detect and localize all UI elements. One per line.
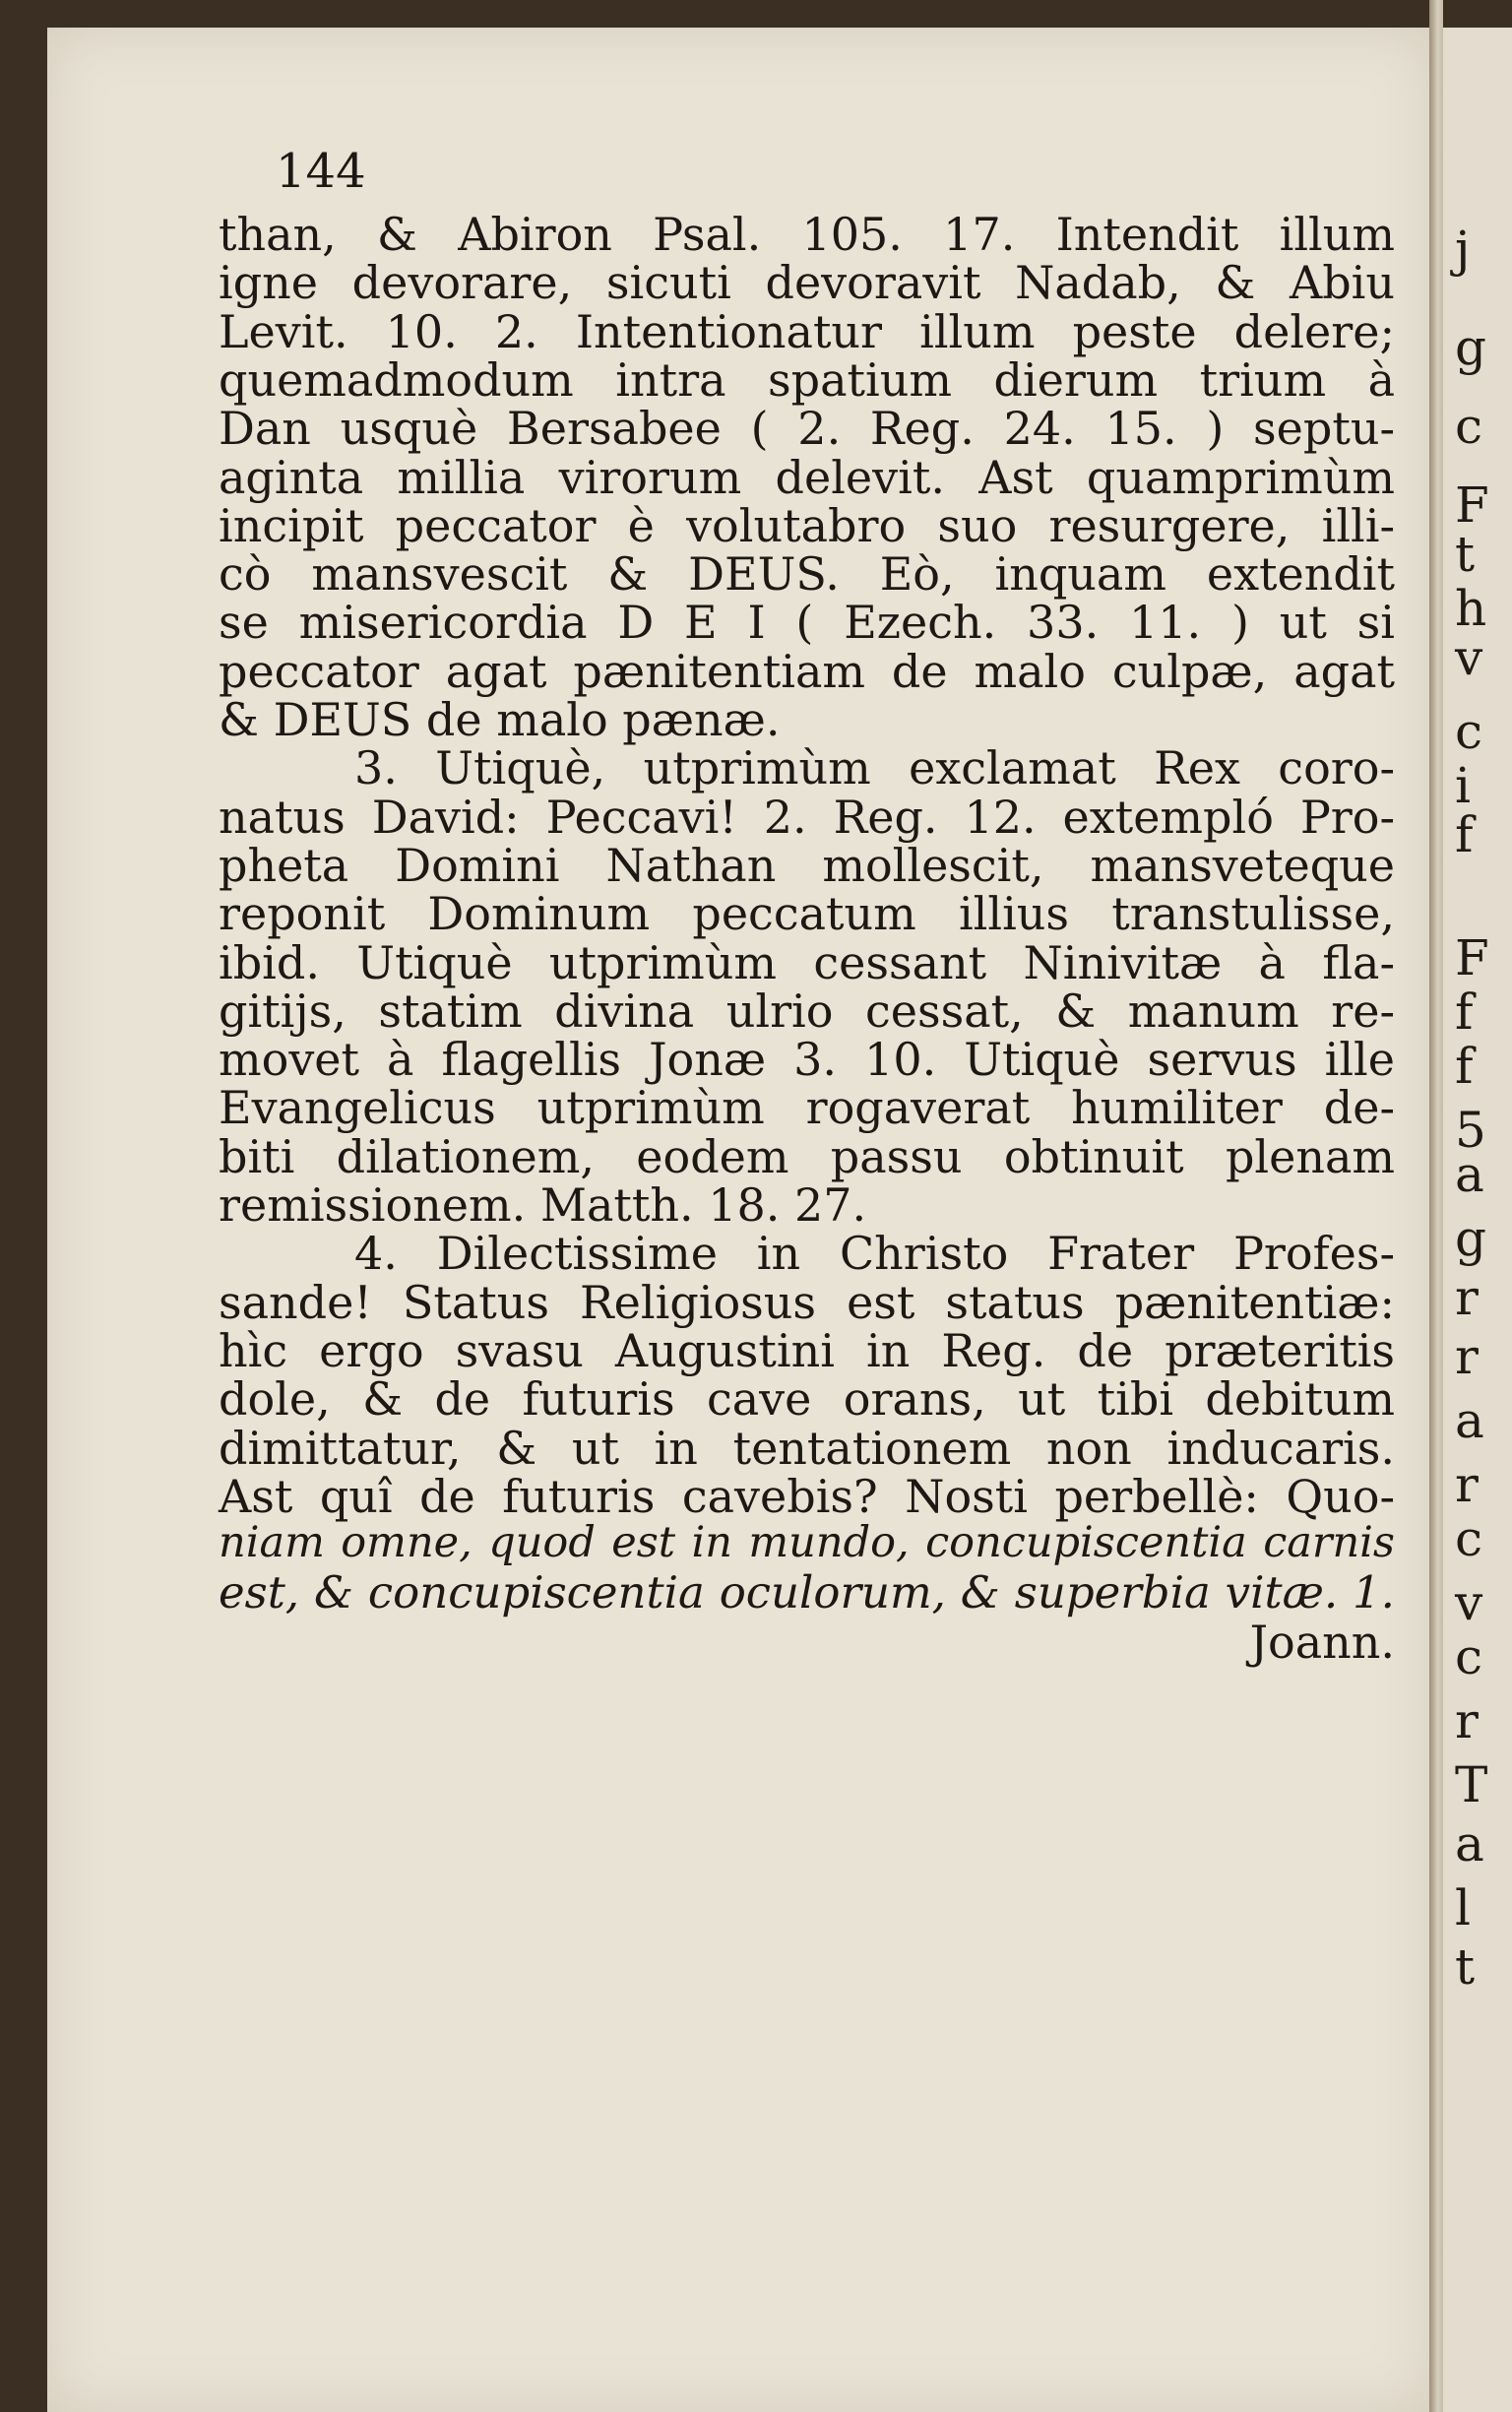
text-line: igne devorare, sicuti devoravit Nadab, & Abiu bbox=[219, 256, 1395, 309]
text-line: niam omne, quod est in mundo, concupiscentia carnis bbox=[219, 1518, 1395, 1567]
text-line: than, & Abiron Psal. 105. 17. Intendit illum bbox=[219, 208, 1395, 261]
text-line: remissionem. Matth. 18. 27. bbox=[219, 1178, 867, 1232]
text-line: 4. Dilectissime in Christo Frater Profes- bbox=[354, 1227, 1395, 1280]
text-line: aginta millia virorum delevit. Ast quamprimùm bbox=[219, 451, 1395, 504]
text-line: Ast quî de futuris cavebis? Nosti perbellè: Quo- bbox=[219, 1470, 1395, 1523]
text-line: Evangelicus utprimùm rogaverat humiliter de- bbox=[219, 1081, 1395, 1134]
facing-page-edge bbox=[1443, 28, 1512, 2412]
text-line: sande! Status Religiosus est status pænitentiæ: bbox=[219, 1276, 1395, 1329]
text-line: 3. Utiquè, utprimùm exclamat Rex coro- bbox=[354, 741, 1395, 794]
text-line: & DEUS de malo pænæ. bbox=[219, 693, 781, 746]
facing-page-letter: f bbox=[1455, 984, 1474, 1041]
text-line: biti dilationem, eodem passu obtinuit plenam bbox=[219, 1130, 1395, 1183]
text-line: Dan usquè Bersabee ( 2. Reg. 24. 15. ) septu- bbox=[219, 402, 1395, 455]
text-line: Levit. 10. 2. Intentionatur illum peste delere; bbox=[219, 305, 1395, 358]
text-line: peccator agat pænitentiam de malo culpæ, agat bbox=[219, 645, 1395, 698]
text-line: est, & concupiscentia oculorum, & superbia vitæ. 1. bbox=[219, 1566, 1395, 1619]
text-line: Joann. bbox=[1249, 1616, 1395, 1669]
facing-page-letter: g bbox=[1455, 1210, 1487, 1267]
text-line: cò mansvescit & DEUS. Eò, inquam extendit bbox=[219, 547, 1395, 601]
facing-page-letter: r bbox=[1455, 1456, 1479, 1513]
text-line: reponit Dominum peccatum illius transtulisse, bbox=[219, 887, 1395, 940]
text-line: quemadmodum intra spatium dierum trium à bbox=[219, 353, 1395, 407]
facing-page-letter: c bbox=[1455, 703, 1483, 760]
facing-page-letter: a bbox=[1455, 1815, 1484, 1872]
text-line: gitijs, statim divina ulrio cessat, & manum re- bbox=[219, 984, 1395, 1038]
facing-page-letter: F bbox=[1455, 476, 1489, 534]
facing-page-letter: v bbox=[1455, 1574, 1483, 1631]
facing-page-letter: c bbox=[1455, 1510, 1483, 1567]
text-line: se misericordia D E I ( Ezech. 33. 11. ) ut si bbox=[219, 596, 1395, 649]
facing-page-letter: g bbox=[1455, 319, 1487, 376]
facing-page-letter: r bbox=[1455, 1269, 1479, 1326]
text-line: dimittatur, & ut in tentationem non inducaris. bbox=[219, 1422, 1395, 1475]
facing-page-letter: T bbox=[1455, 1756, 1488, 1813]
facing-page-letter: c bbox=[1455, 1628, 1483, 1685]
book-gutter bbox=[1429, 0, 1443, 2412]
facing-page-letter: l bbox=[1455, 1879, 1471, 1936]
facing-page-letter: r bbox=[1455, 1328, 1479, 1385]
facing-page-letter: v bbox=[1455, 629, 1483, 686]
text-line: movet à flagellis Jonæ 3. 10. Utiquè servus ille bbox=[219, 1033, 1395, 1086]
facing-page-letter: f bbox=[1455, 806, 1474, 863]
text-line: hìc ergo svasu Augustini in Reg. de præteritis bbox=[219, 1324, 1395, 1377]
facing-page-letter: t bbox=[1455, 526, 1476, 583]
facing-page-letter: F bbox=[1455, 929, 1489, 986]
text-line: natus David: Peccavi! 2. Reg. 12. extempló Pro- bbox=[219, 791, 1395, 844]
text-line: ibid. Utiquè utprimùm cessant Ninivitæ à fla- bbox=[219, 936, 1395, 989]
facing-page-letter: t bbox=[1455, 1938, 1476, 1996]
facing-page-letter: a bbox=[1455, 1392, 1484, 1449]
facing-page-letter: r bbox=[1455, 1692, 1479, 1749]
text-line: incipit peccator è volutabro suo resurgere, illi- bbox=[219, 499, 1395, 552]
facing-page-letter: a bbox=[1455, 1146, 1484, 1203]
facing-page-letter: f bbox=[1455, 1038, 1474, 1095]
text-line: dole, & de futuris cave orans, ut tibi debitum bbox=[219, 1372, 1395, 1426]
facing-page-letter: h bbox=[1455, 580, 1487, 637]
facing-page-letter: 5 bbox=[1455, 1102, 1486, 1159]
facing-page-letter: i bbox=[1455, 757, 1471, 814]
text-line: pheta Domini Nathan mollescit, mansveteque bbox=[219, 839, 1395, 892]
facing-page-letter: c bbox=[1455, 398, 1483, 455]
page-number: 144 bbox=[276, 144, 366, 199]
facing-page-letter: j bbox=[1455, 221, 1471, 278]
